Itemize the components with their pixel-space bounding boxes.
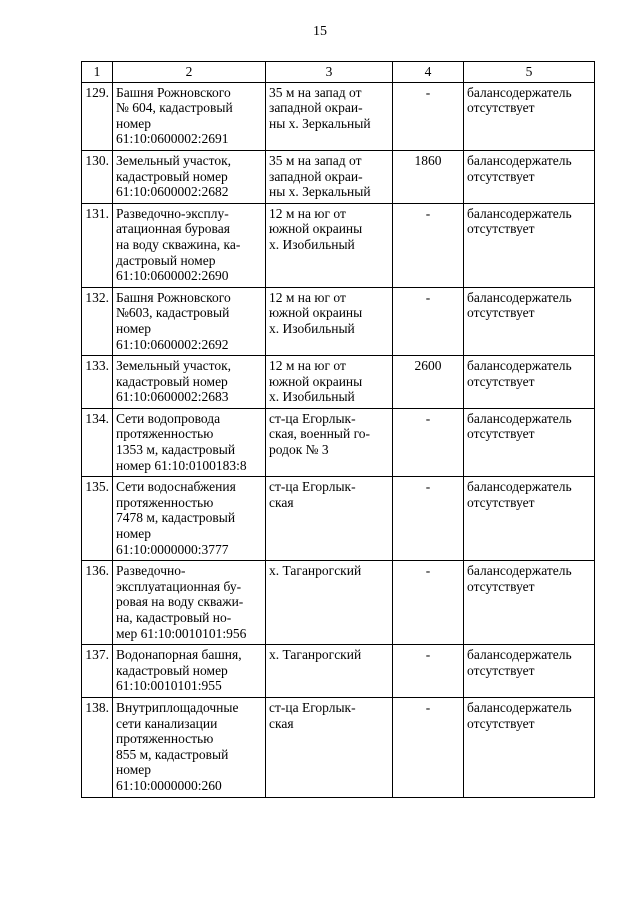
row-number-cell: 138. [82,697,113,797]
row-number-cell: 135. [82,477,113,561]
location-cell: х. Таганрогский [266,561,393,645]
location-cell: ст-ца Егорлык- ская [266,477,393,561]
table-row [82,82,595,150]
object-description-cell: Разведочно- эксплуатационная бу- ровая на воду скважи- на, кадастровый но- мер 61:10:0010101:956 [113,561,266,645]
object-description-cell: Водонапорная башня, кадастровый номер 61:10:0010101:955 [113,645,266,698]
object-description-cell: Башня Рожновского №603, кадастровый номер 61:10:0600002:2692 [113,287,266,355]
area-cell: 1860 [393,150,464,203]
balance-holder-cell: балансодержатель отсутствует [464,697,595,797]
balance-holder-cell: балансодержатель отсутствует [464,150,595,203]
location-cell: 35 м на запад от западной окраи- ны х. Зеркальный [266,150,393,203]
area-cell: - [393,477,464,561]
column-header-3: 3 [266,62,393,83]
row-number-cell: 137. [82,645,113,698]
property-registry-table [81,61,595,798]
location-cell: 12 м на юг от южной окраины х. Изобильный [266,203,393,287]
balance-holder-cell: балансодержатель отсутствует [464,645,595,698]
location-cell: 12 м на юг от южной окраины х. Изобильный [266,287,393,355]
row-number-cell: 132. [82,287,113,355]
row-number-cell: 131. [82,203,113,287]
area-cell: - [393,287,464,355]
table-row [82,356,595,409]
object-description-cell: Земельный участок, кадастровый номер 61:10:0600002:2682 [113,150,266,203]
balance-holder-cell: балансодержатель отсутствует [464,203,595,287]
table-row [82,408,595,476]
area-cell: - [393,645,464,698]
object-description-cell: Башня Рожновского № 604, кадастровый номер 61:10:0600002:2691 [113,82,266,150]
balance-holder-cell: балансодержатель отсутствует [464,477,595,561]
area-cell: - [393,408,464,476]
row-number-cell: 133. [82,356,113,409]
object-description-cell: Сети водопровода протяженностью 1353 м, кадастровый номер 61:10:0100183:8 [113,408,266,476]
table-header-row [82,62,595,83]
balance-holder-cell: балансодержатель отсутствует [464,408,595,476]
area-cell: - [393,697,464,797]
table-body [82,82,595,797]
object-description-cell: Разведочно-эксплу- атационная буровая на воду скважина, ка- дастровый номер 61:10:0600002:2690 [113,203,266,287]
page-number: 15 [313,24,327,39]
area-cell: 2600 [393,356,464,409]
table-row [82,203,595,287]
column-header-1: 1 [82,62,113,83]
column-header-4: 4 [393,62,464,83]
location-cell: 12 м на юг от южной окраины х. Изобильный [266,356,393,409]
table-row [82,561,595,645]
balance-holder-cell: балансодержатель отсутствует [464,287,595,355]
balance-holder-cell: балансодержатель отсутствует [464,356,595,409]
area-cell: - [393,203,464,287]
balance-holder-cell: балансодержатель отсутствует [464,82,595,150]
table-row [82,287,595,355]
object-description-cell: Земельный участок, кадастровый номер 61:10:0600002:2683 [113,356,266,409]
area-cell: - [393,82,464,150]
object-description-cell: Сети водоснабжения протяженностью 7478 м, кадастровый номер 61:10:0000000:3777 [113,477,266,561]
table-row [82,645,595,698]
column-header-2: 2 [113,62,266,83]
object-description-cell: Внутриплощадочные сети канализации протяженностью 855 м, кадастровый номер 61:10:0000000:260 [113,697,266,797]
location-cell: х. Таганрогский [266,645,393,698]
row-number-cell: 134. [82,408,113,476]
table-row [82,477,595,561]
location-cell: ст-ца Егорлык- ская, военный го- родок № 3 [266,408,393,476]
row-number-cell: 130. [82,150,113,203]
table-row [82,697,595,797]
row-number-cell: 129. [82,82,113,150]
table-row [82,150,595,203]
balance-holder-cell: балансодержатель отсутствует [464,561,595,645]
location-cell: 35 м на запад от западной окраи- ны х. Зеркальный [266,82,393,150]
row-number-cell: 136. [82,561,113,645]
location-cell: ст-ца Егорлык- ская [266,697,393,797]
area-cell: - [393,561,464,645]
column-header-5: 5 [464,62,595,83]
